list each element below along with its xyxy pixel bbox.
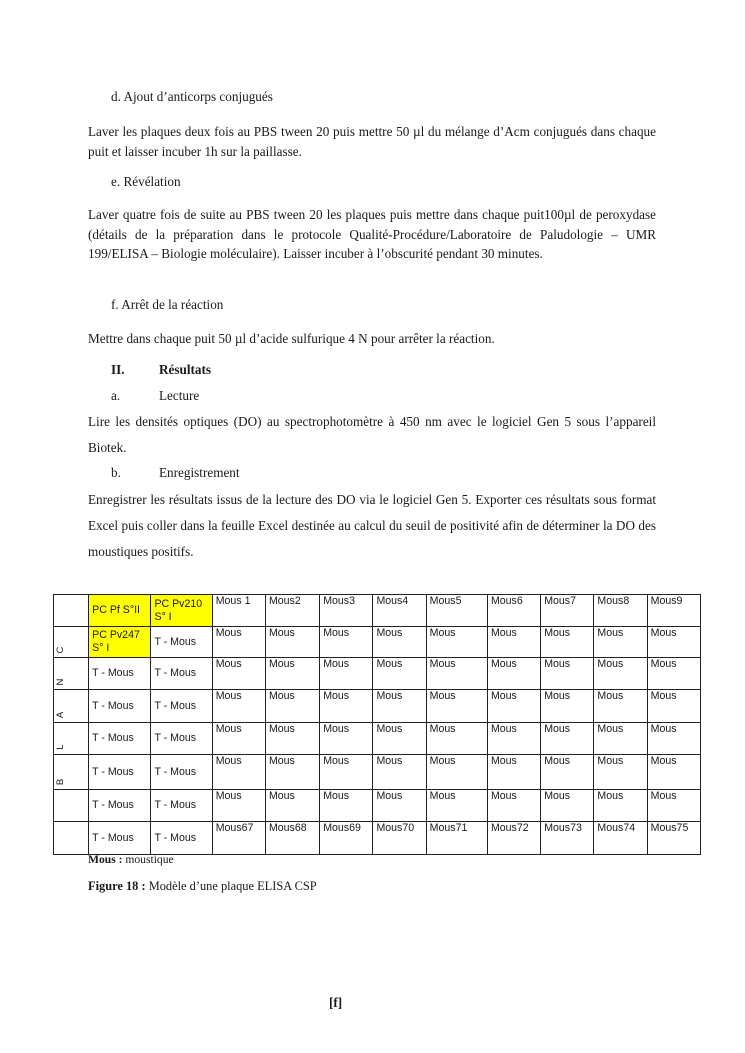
section-b-heading [111,465,240,481]
elisa-plate-table [53,594,701,855]
negative-control-cell: T - Mous [151,790,212,822]
mosquito-cell: Mous [541,723,594,755]
section-f-heading: f. Arrêt de la réaction [111,297,224,312]
mosquito-cell: Mous [426,755,487,790]
vertical-label-letter: B [55,778,66,786]
section-a-number: a. [111,388,121,403]
mosquito-cell: Mous [541,755,594,790]
mosquito-cell: Mous [320,690,373,723]
section-a-title: Lecture [159,388,200,403]
mosquito-cell: Mous7 [541,595,594,627]
mosquito-cell: Mous [265,790,319,822]
mosquito-cell: Mous [212,755,265,790]
mosquito-cell: Mous3 [320,595,373,627]
mosquito-cell: Mous [373,658,426,690]
mosquito-cell: Mous [647,627,700,658]
negative-control-cell: T - Mous [151,658,212,690]
plate-row [54,723,701,755]
mosquito-cell: Mous8 [594,595,647,627]
plate-row [54,755,701,790]
mosquito-cell: Mous [373,627,426,658]
section-a-text: Lire les densités optiques (DO) au spectrophotomètre à 450 nm avec le logiciel Gen 5 sous l’appareil Biotek. [88,414,656,455]
section-a-heading [111,388,199,404]
mosquito-cell: Mous [487,690,540,723]
negative-control-cell: T - Mous [89,822,151,855]
negative-control-cell: T - Mous [151,690,212,723]
mosquito-cell: Mous5 [426,595,487,627]
negative-control-cell: T - Mous [151,723,212,755]
mosquito-cell: Mous [373,690,426,723]
mosquito-cell: Mous [320,755,373,790]
plate-row [54,690,701,723]
mosquito-cell: Mous75 [647,822,700,855]
section-ii-number: II. [111,362,125,377]
mosquito-cell: Mous [594,723,647,755]
mosquito-cell: Mous68 [265,822,319,855]
negative-control-cell: T - Mous [89,690,151,723]
figure-label: Figure 18 : [88,879,146,893]
section-ii-title: Résultats [159,362,212,377]
mosquito-cell: Mous [426,790,487,822]
mosquito-cell: Mous [647,690,700,723]
mosquito-cell: Mous [320,790,373,822]
negative-control-cell: T - Mous [89,790,151,822]
mosquito-cell: Mous [426,658,487,690]
mosquito-cell: Mous [265,755,319,790]
plate-row-label [54,658,89,690]
negative-control-cell: T - Mous [89,755,151,790]
mosquito-cell: Mous4 [373,595,426,627]
section-b-title: Enregistrement [159,465,240,480]
mosquito-cell: Mous [594,755,647,790]
plate-row [54,790,701,822]
mosquito-cell: Mous74 [594,822,647,855]
plate-row [54,627,701,658]
mosquito-cell: Mous [487,755,540,790]
plate-row-label [54,595,89,627]
figure-caption [88,879,317,894]
vertical-label-letter: C [55,646,66,654]
positive-control-cell: PC Pf S°II [89,595,151,627]
section-d-heading: d. Ajout d’anticorps conjugués [111,89,273,104]
vertical-label-letter: N [55,678,66,686]
mosquito-cell: Mous [265,627,319,658]
mosquito-cell: Mous70 [373,822,426,855]
mosquito-cell: Mous [541,790,594,822]
mosquito-cell: Mous9 [647,595,700,627]
mosquito-cell: Mous [594,790,647,822]
mosquito-cell: Mous [647,755,700,790]
mosquito-cell: Mous [373,723,426,755]
note-definition: moustique [122,853,174,866]
note-abbreviation: Mous : [88,853,123,866]
mosquito-cell: Mous [212,690,265,723]
page-number: [f] [329,995,343,1010]
plate-row [54,658,701,690]
mosquito-cell: Mous71 [426,822,487,855]
mosquito-cell: Mous [647,790,700,822]
section-e-heading: e. Révélation [111,174,181,189]
mosquito-cell: Mous6 [487,595,540,627]
figure-title: Modèle d’une plaque ELISA CSP [145,879,317,893]
mosquito-cell: Mous73 [541,822,594,855]
mosquito-cell: Mous [594,658,647,690]
mosquito-cell: Mous [373,755,426,790]
mosquito-cell: Mous72 [487,822,540,855]
plate-row [54,822,701,855]
table-note [88,853,174,866]
plate-row-label [54,690,89,723]
section-d-text: Laver les plaques deux fois au PBS tween 20 puis mettre 50 µl du mélange d’Acm conjugués dans chaque puit et laisser incuber 1h sur la paillasse. [88,124,656,159]
negative-control-cell: T - Mous [151,627,212,658]
negative-control-cell: T - Mous [151,755,212,790]
section-f-text: Mettre dans chaque puit 50 µl d’acide sulfurique 4 N pour arrêter la réaction. [88,331,495,346]
mosquito-cell: Mous [487,723,540,755]
mosquito-cell: Mous [320,723,373,755]
mosquito-cell: Mous 1 [212,595,265,627]
plate-row-label [54,755,89,790]
mosquito-cell: Mous2 [265,595,319,627]
plate-row [54,595,701,627]
plate-row-label [54,822,89,855]
mosquito-cell: Mous [594,690,647,723]
mosquito-cell: Mous [212,790,265,822]
mosquito-cell: Mous [212,658,265,690]
mosquito-cell: Mous [426,690,487,723]
plate-row-label [54,723,89,755]
mosquito-cell: Mous [373,790,426,822]
plate-row-label [54,627,89,658]
mosquito-cell: Mous [265,658,319,690]
mosquito-cell: Mous [265,690,319,723]
mosquito-cell: Mous [487,790,540,822]
mosquito-cell: Mous [541,627,594,658]
mosquito-cell: Mous [487,627,540,658]
negative-control-cell: T - Mous [151,822,212,855]
vertical-label-letter: A [55,711,66,719]
positive-control-cell: PC Pv210 S° I [151,595,212,627]
mosquito-cell: Mous [487,658,540,690]
mosquito-cell: Mous [426,627,487,658]
mosquito-cell: Mous [647,723,700,755]
vertical-label-letter: L [55,744,66,750]
mosquito-cell: Mous [541,690,594,723]
negative-control-cell: T - Mous [89,723,151,755]
section-b-number: b. [111,465,121,480]
mosquito-cell: Mous [212,723,265,755]
mosquito-cell: Mous [647,658,700,690]
section-e-text: Laver quatre fois de suite au PBS tween 20 les plaques puis mettre dans chaque puit100µl de peroxydase (détails de la préparation dans le protocole Qualité-Procédure/Laboratoire de Paludologie – UMR 199/ELISA – Biologie moléculaire). Laisser incuber à l’obscurité pendant 30 minutes. [88,207,656,261]
plate-row-label [54,790,89,822]
mosquito-cell: Mous [320,658,373,690]
negative-control-cell: T - Mous [89,658,151,690]
mosquito-cell: Mous [541,658,594,690]
mosquito-cell: Mous67 [212,822,265,855]
mosquito-cell: Mous [594,627,647,658]
mosquito-cell: Mous69 [320,822,373,855]
section-ii-heading [111,362,211,378]
mosquito-cell: Mous [320,627,373,658]
section-b-text: Enregistrer les résultats issus de la lecture des DO via le logiciel Gen 5. Exporter ces résultats sous format Excel puis coller dans la feuille Excel destinée au calcul du seuil de positivité afin de déterminer la DO des moustiques positifs. [88,492,656,559]
mosquito-cell: Mous [265,723,319,755]
positive-control-cell: PC Pv247 S° I [89,627,151,658]
mosquito-cell: Mous [212,627,265,658]
mosquito-cell: Mous [426,723,487,755]
